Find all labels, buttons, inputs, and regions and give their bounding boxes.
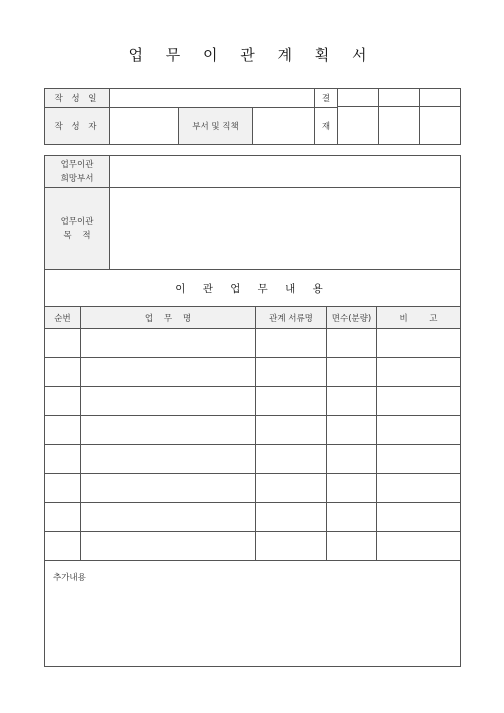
row-task-cell[interactable] (81, 445, 256, 474)
table-row (45, 474, 461, 503)
date-label: 작 성 일 (45, 89, 110, 108)
table-row (45, 503, 461, 532)
row-task-cell[interactable] (81, 329, 256, 358)
table-row (45, 532, 461, 561)
table-row (45, 445, 461, 474)
column-header-docs: 관계 서류명 (256, 307, 327, 329)
row-task-cell[interactable] (81, 474, 256, 503)
receiving-dept-label-line2: 희망부서 (60, 173, 94, 184)
row-pages-cell[interactable] (327, 387, 377, 416)
row-no-cell[interactable] (45, 532, 81, 561)
row-task-cell[interactable] (81, 532, 256, 561)
row-docs-cell[interactable] (256, 445, 327, 474)
row-remarks-cell[interactable] (377, 329, 461, 358)
approval-sign-cell[interactable] (338, 107, 379, 145)
purpose-label-line2: 목 적 (63, 230, 91, 241)
row-no-cell[interactable] (45, 358, 81, 387)
row-pages-cell[interactable] (327, 358, 377, 387)
row-no-cell[interactable] (45, 387, 81, 416)
row-docs-cell[interactable] (256, 358, 327, 387)
purpose-label (45, 188, 110, 270)
row-docs-cell[interactable] (256, 416, 327, 445)
row-pages-cell[interactable] (327, 503, 377, 532)
row-pages-cell[interactable] (327, 416, 377, 445)
document-title: 업 무 이 관 계 획 서 (128, 46, 376, 64)
additional-content-field[interactable] (45, 561, 461, 667)
approval-label-bottom: 재 (315, 108, 338, 145)
row-docs-cell[interactable] (256, 503, 327, 532)
row-no-cell[interactable] (45, 416, 81, 445)
approval-label-top: 결 (315, 89, 338, 108)
approval-sign-cell[interactable] (379, 107, 420, 145)
receiving-dept-label (45, 156, 110, 188)
date-field[interactable] (110, 89, 315, 108)
receiving-dept-label-line1: 업무이관 (60, 159, 94, 170)
column-header-remarks: 비 고 (377, 307, 461, 329)
row-docs-cell[interactable] (256, 474, 327, 503)
row-remarks-cell[interactable] (377, 503, 461, 532)
dept-position-field[interactable] (253, 108, 315, 145)
row-no-cell[interactable] (45, 503, 81, 532)
transfer-plan-table (44, 155, 461, 667)
row-pages-cell[interactable] (327, 445, 377, 474)
row-docs-cell[interactable] (256, 532, 327, 561)
row-task-cell[interactable] (81, 503, 256, 532)
approval-header-cell (338, 89, 379, 107)
table-row (45, 416, 461, 445)
approval-header-cell (420, 89, 461, 107)
row-pages-cell[interactable] (327, 474, 377, 503)
row-remarks-cell[interactable] (377, 416, 461, 445)
row-docs-cell[interactable] (256, 387, 327, 416)
table-row (45, 358, 461, 387)
column-header-pages: 면수(분량) (327, 307, 377, 329)
receiving-dept-field[interactable] (110, 156, 461, 188)
column-header-task: 업 무 명 (81, 307, 256, 329)
table-row (45, 387, 461, 416)
row-task-cell[interactable] (81, 387, 256, 416)
row-remarks-cell[interactable] (377, 445, 461, 474)
row-no-cell[interactable] (45, 474, 81, 503)
row-no-cell[interactable] (45, 329, 81, 358)
row-remarks-cell[interactable] (377, 474, 461, 503)
approval-header-cell (379, 89, 420, 107)
purpose-field[interactable] (110, 188, 461, 270)
row-pages-cell[interactable] (327, 532, 377, 561)
row-task-cell[interactable] (81, 358, 256, 387)
author-field[interactable] (110, 108, 179, 145)
header-table (44, 88, 461, 145)
author-label: 작 성 자 (45, 108, 110, 145)
row-docs-cell[interactable] (256, 329, 327, 358)
row-remarks-cell[interactable] (377, 387, 461, 416)
row-no-cell[interactable] (45, 445, 81, 474)
dept-position-label: 부서 및 직책 (179, 108, 253, 145)
purpose-label-line1: 업무이관 (60, 216, 94, 227)
section-title: 이 관 업 무 내 용 (45, 270, 461, 307)
table-row (45, 329, 461, 358)
row-pages-cell[interactable] (327, 329, 377, 358)
row-remarks-cell[interactable] (377, 358, 461, 387)
approval-sign-cell[interactable] (420, 107, 461, 145)
additional-content-label: 추가내용 (53, 573, 86, 583)
row-remarks-cell[interactable] (377, 532, 461, 561)
row-task-cell[interactable] (81, 416, 256, 445)
column-header-no: 순번 (45, 307, 81, 329)
